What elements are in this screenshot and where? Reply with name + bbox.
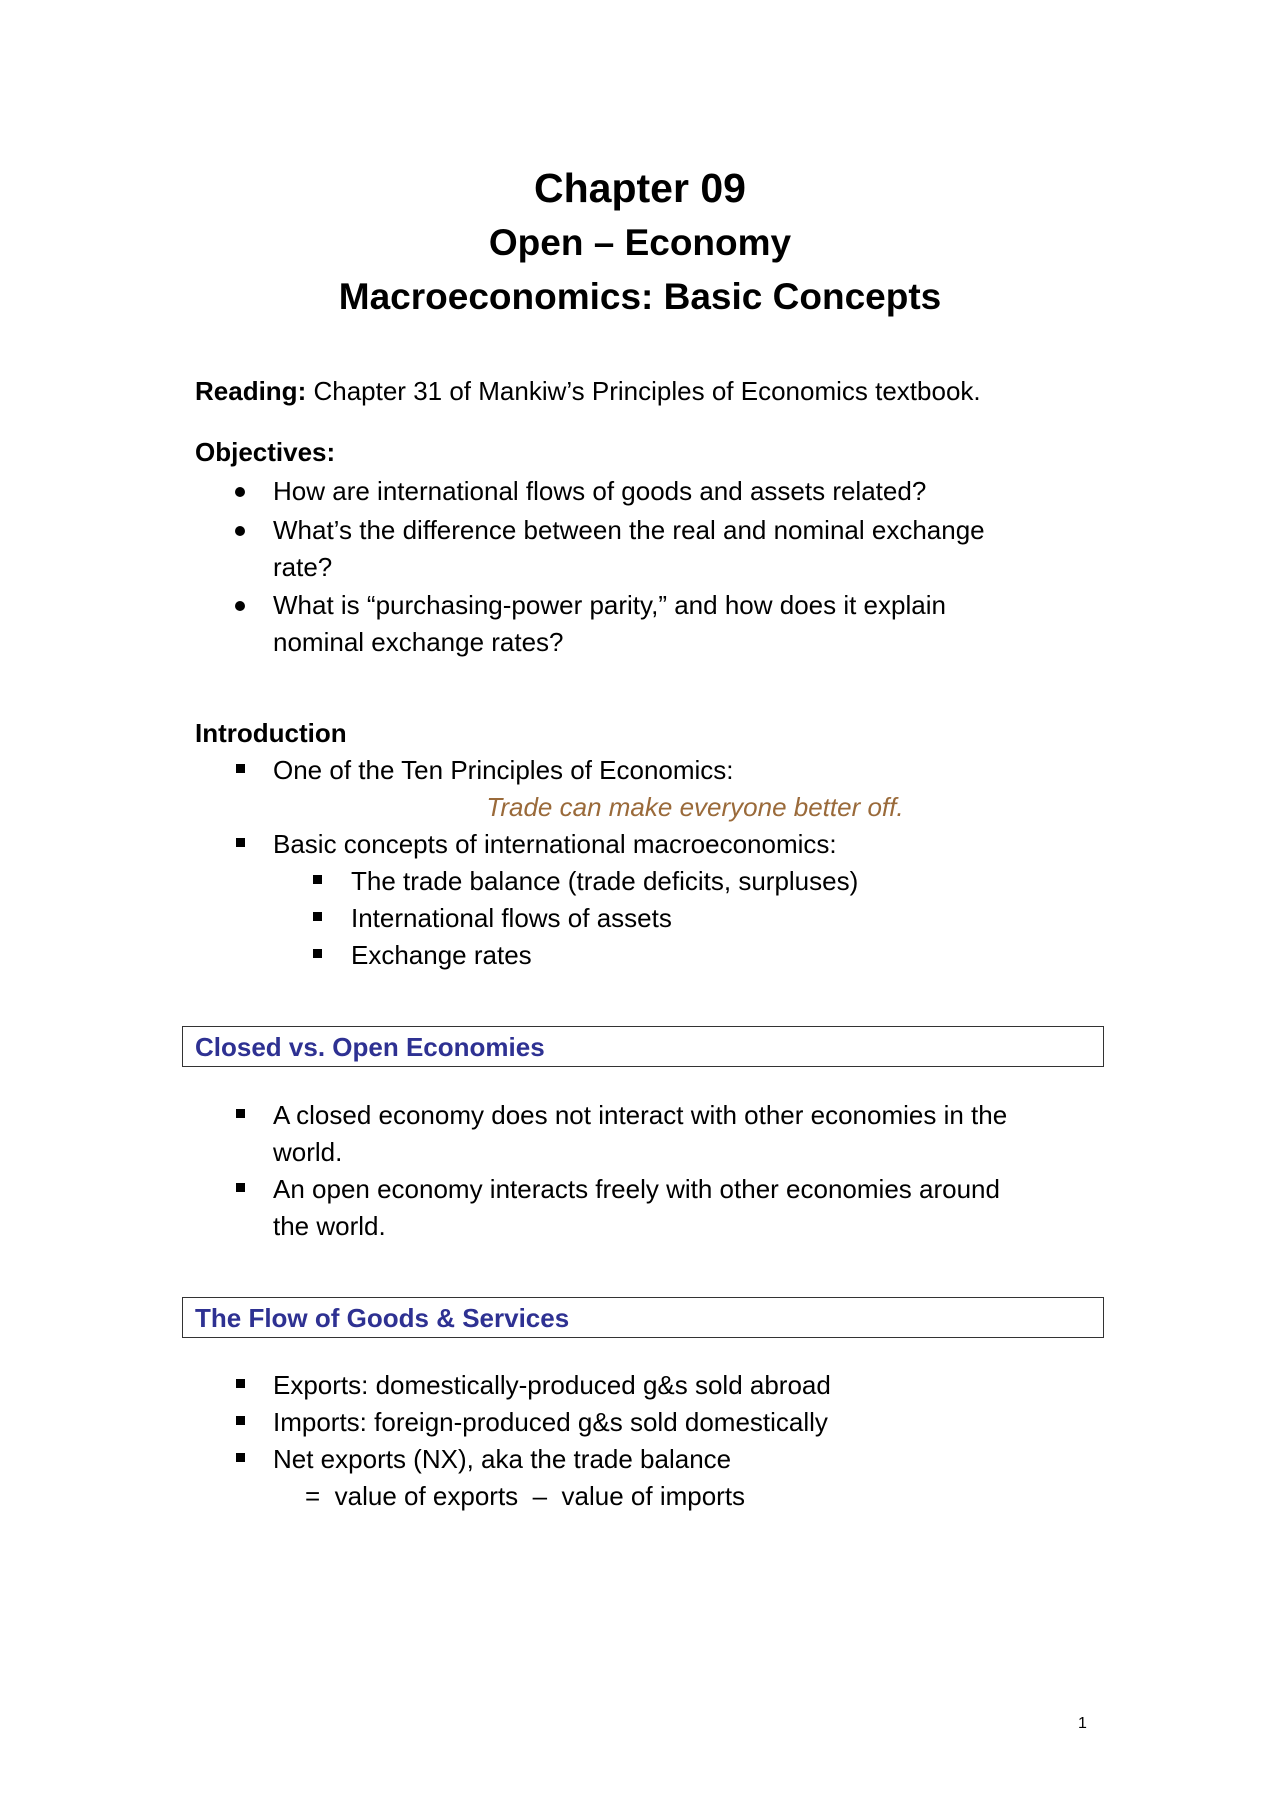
bullet-square-icon — [313, 875, 322, 884]
bullet-square-icon — [313, 912, 322, 921]
objective-item-3-line2: nominal exchange rates? — [273, 627, 564, 657]
closed-open-item-2-line2: the world. — [273, 1211, 386, 1241]
flow-item-net-exports: Net exports (NX), aka the trade balance — [273, 1444, 732, 1474]
bullet-dot-icon — [235, 487, 245, 497]
bullet-dot-icon — [235, 526, 245, 536]
chapter-subtitle-2: Macroeconomics: Basic Concepts — [338, 276, 942, 317]
section-box-closed-open — [182, 1026, 1104, 1067]
objective-item-2-line1: What’s the difference between the real and nominal exchange — [273, 515, 985, 545]
bullet-square-icon — [236, 1453, 245, 1462]
flow-item-exports: Exports: domestically-produced g&s sold abroad — [273, 1370, 831, 1400]
intro-subitem-1: The trade balance (trade deficits, surpluses) — [351, 866, 859, 896]
reading-label: Reading: — [195, 376, 307, 406]
intro-item-1: One of the Ten Principles of Economics: — [273, 755, 734, 785]
bullet-dot-icon — [235, 601, 245, 611]
principle-quote: Trade can make everyone better off. — [486, 792, 904, 822]
objective-item-3-line1: What is “purchasing-power parity,” and how does it explain — [273, 590, 946, 620]
bullet-square-icon — [313, 949, 322, 958]
reading-text: Chapter 31 of Mankiw’s Principles of Economics textbook. — [313, 376, 981, 406]
title-block — [0, 160, 1280, 324]
bullet-square-icon — [236, 838, 245, 847]
section-heading-closed-open: Closed vs. Open Economies — [195, 1032, 545, 1062]
bullet-square-icon — [236, 1379, 245, 1388]
intro-item-2: Basic concepts of international macroeconomics: — [273, 829, 837, 859]
section-heading-flow-goods: The Flow of Goods & Services — [195, 1303, 570, 1333]
objectives-heading: Objectives: — [195, 437, 336, 467]
chapter-title: Chapter 09 — [534, 165, 746, 211]
closed-open-item-1-line2: world. — [273, 1137, 343, 1167]
bullet-square-icon — [236, 1416, 245, 1425]
objective-item-2-line2: rate? — [273, 552, 333, 582]
intro-subitem-2: International flows of assets — [351, 903, 672, 933]
intro-subitem-3: Exchange rates — [351, 940, 532, 970]
flow-item-imports: Imports: foreign-produced g&s sold domestically — [273, 1407, 828, 1437]
reading-line — [195, 373, 981, 410]
objective-item-1: How are international flows of goods and assets related? — [273, 476, 927, 506]
bullet-square-icon — [236, 764, 245, 773]
net-exports-formula: = value of exports – value of imports — [305, 1481, 746, 1511]
closed-open-item-2-line1: An open economy interacts freely with other economies around — [273, 1174, 1000, 1204]
section-box-flow-goods — [182, 1297, 1104, 1338]
page-number: 1 — [1078, 1715, 1087, 1732]
chapter-subtitle-1: Open – Economy — [488, 222, 792, 263]
closed-open-item-1-line1: A closed economy does not interact with other economies in the — [273, 1100, 1008, 1130]
bullet-square-icon — [236, 1109, 245, 1118]
bullet-square-icon — [236, 1183, 245, 1192]
introduction-heading: Introduction — [195, 718, 347, 748]
